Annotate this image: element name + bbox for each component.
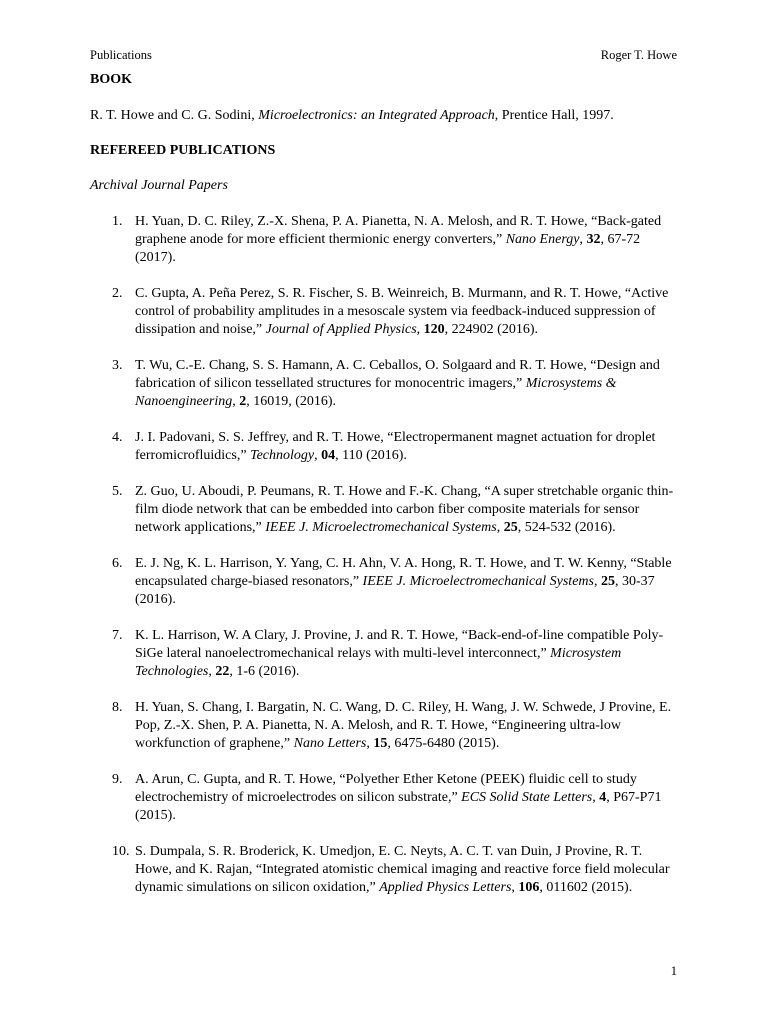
entry-separator: , — [416, 322, 424, 337]
entry-journal: Technology — [250, 448, 315, 463]
entry-separator: , — [592, 790, 600, 805]
entry-separator: , — [496, 520, 504, 535]
entry-separator: , — [593, 574, 601, 589]
entry-pages-year: , 524-532 (2016). — [517, 520, 616, 535]
publication-entry — [90, 213, 680, 267]
entry-number: 7. — [112, 628, 123, 643]
entry-number: 10. — [112, 844, 130, 859]
entry-journal: Nano Letters — [293, 736, 367, 751]
entry-number: 6. — [112, 556, 123, 571]
entry-volume: 106 — [518, 880, 540, 895]
entry-journal: IEEE J. Microelectromechanical Systems — [265, 520, 497, 535]
publication-entry — [90, 555, 680, 609]
publication-entry — [90, 357, 680, 411]
book-publisher: , Prentice Hall, 1997. — [494, 108, 614, 123]
entry-number: 1. — [112, 214, 123, 229]
entry-journal: Applied Physics Letters — [379, 880, 512, 895]
entry-volume: 2 — [239, 394, 247, 409]
book-section-heading: BOOK — [90, 72, 133, 87]
entry-pages-year: , 1-6 (2016). — [229, 664, 300, 679]
entry-separator: , — [208, 664, 216, 679]
entry-citation: Z. Guo, U. Aboudi, P. Peumans, R. T. Howe and F.-K. Chang, “A super stretchable organic thin-film diode network that can be embedded into carbon fiber composite materials for sensor network applications,” — [135, 484, 674, 535]
publication-entry — [90, 627, 680, 681]
entry-pages-year: , 224902 (2016). — [444, 322, 538, 337]
entry-number: 4. — [112, 430, 123, 445]
entry-volume: 25 — [503, 520, 518, 535]
entry-pages-year: , 6475-6480 (2015). — [387, 736, 500, 751]
entry-journal: Microsystem Technologies — [135, 646, 622, 679]
entry-citation: T. Wu, C.-E. Chang, S. S. Hamann, A. C. Ceballos, O. Solgaard and R. T. Howe, “Design and fabrication of silicon tessellated structures for monocentric imagers,” — [135, 358, 660, 391]
entry-volume: 04 — [321, 448, 336, 463]
entry-pages-year: , 16019, (2016). — [246, 394, 337, 409]
entry-journal: IEEE J. Microelectromechanical Systems — [362, 574, 594, 589]
entry-separator: , — [314, 448, 322, 463]
entry-pages-year: , 011602 (2015). — [539, 880, 633, 895]
entry-number: 3. — [112, 358, 123, 373]
entry-citation: H. Yuan, D. C. Riley, Z.-X. Shena, P. A. Pianetta, N. A. Melosh, and R. T. Howe, “Back-gated graphene anode for more efficient thermionic energy converters,” — [135, 214, 662, 247]
entry-volume: 4 — [599, 790, 607, 805]
running-header-left: Publications — [90, 48, 152, 62]
entry-separator: , — [232, 394, 240, 409]
entry-number: 2. — [112, 286, 123, 301]
entry-number: 9. — [112, 772, 123, 787]
publication-entry — [90, 429, 680, 465]
book-authors: R. T. Howe and C. G. Sodini, — [90, 108, 259, 123]
entry-citation: C. Gupta, A. Peña Perez, S. R. Fischer, S. B. Weinreich, B. Murmann, and R. T. Howe, “Active control of probability amplitudes in a mesoscale system via feedback-induced suppression of dissipation and noise,” — [135, 286, 669, 337]
publication-entry — [90, 483, 680, 537]
entry-pages-year: , 30-37 (2016). — [135, 574, 655, 607]
page-number: 1 — [670, 964, 677, 978]
entry-volume: 15 — [373, 736, 388, 751]
entry-volume: 32 — [586, 232, 601, 247]
publication-list — [90, 213, 680, 915]
entry-journal: ECS Solid State Letters — [461, 790, 593, 805]
running-header-right: Roger T. Howe — [600, 48, 677, 62]
entry-journal: Microsystems & Nanoengineering — [135, 376, 617, 409]
publication-entry — [90, 843, 680, 897]
publication-entry — [90, 771, 680, 825]
entry-journal: Nano Energy — [505, 232, 580, 247]
book-title: Microelectronics: an Integrated Approach — [258, 108, 495, 123]
entry-number: 8. — [112, 700, 123, 715]
refereed-publications-heading: REFEREED PUBLICATIONS — [90, 143, 276, 158]
entry-separator: , — [366, 736, 374, 751]
entry-citation: J. I. Padovani, S. S. Jeffrey, and R. T. Howe, “Electropermanent magnet actuation for droplet ferromicrofluidics,” — [135, 430, 656, 463]
entry-pages-year: , 110 (2016). — [335, 448, 407, 463]
entry-pages-year: , 67-72 (2017). — [135, 232, 641, 265]
entry-volume: 22 — [215, 664, 230, 679]
entry-separator: , — [511, 880, 519, 895]
entry-citation: H. Yuan, S. Chang, I. Bargatin, N. C. Wang, D. C. Riley, H. Wang, J. W. Schwede, J Provine, E. Pop, Z.-X. Shen, P. A. Pianetta, N. A. Melosh, and R. T. Howe, “Engineering ultra-low workfunction of graphene,” — [135, 700, 672, 751]
entry-citation: S. Dumpala, S. R. Broderick, K. Umedjon, E. C. Neyts, A. C. T. van Duin, J Provine, R. T. Howe, and K. Rajan, “Integrated atomistic chemical imaging and reactive force field molecular dynamic simulations on silicon oxidation,” — [135, 844, 670, 895]
book-entry — [90, 107, 690, 125]
archival-journal-papers-subheading: Archival Journal Papers — [90, 178, 228, 193]
entry-separator: , — [579, 232, 587, 247]
entry-volume: 120 — [423, 322, 445, 337]
entry-citation: A. Arun, C. Gupta, and R. T. Howe, “Polyether Ether Ketone (PEEK) fluidic cell to study electrochemistry of microelectrodes on silicon substrate,” — [135, 772, 637, 805]
entry-number: 5. — [112, 484, 123, 499]
entry-volume: 25 — [600, 574, 615, 589]
entry-citation: E. J. Ng, K. L. Harrison, Y. Yang, C. H. Ahn, V. A. Hong, R. T. Howe, and T. W. Kenny, “Stable encapsulated charge-biased resonators,” — [135, 556, 672, 589]
publication-entry — [90, 699, 680, 753]
publication-entry — [90, 285, 680, 339]
entry-citation: K. L. Harrison, W. A Clary, J. Provine, J. and R. T. Howe, “Back-end-of-line compatible Poly-SiGe lateral nanoelectromechanical relays with multi-level interconnect,” — [135, 628, 664, 661]
entry-pages-year: , P67-P71 (2015). — [135, 790, 662, 823]
entry-journal: Journal of Applied Physics — [265, 322, 417, 337]
